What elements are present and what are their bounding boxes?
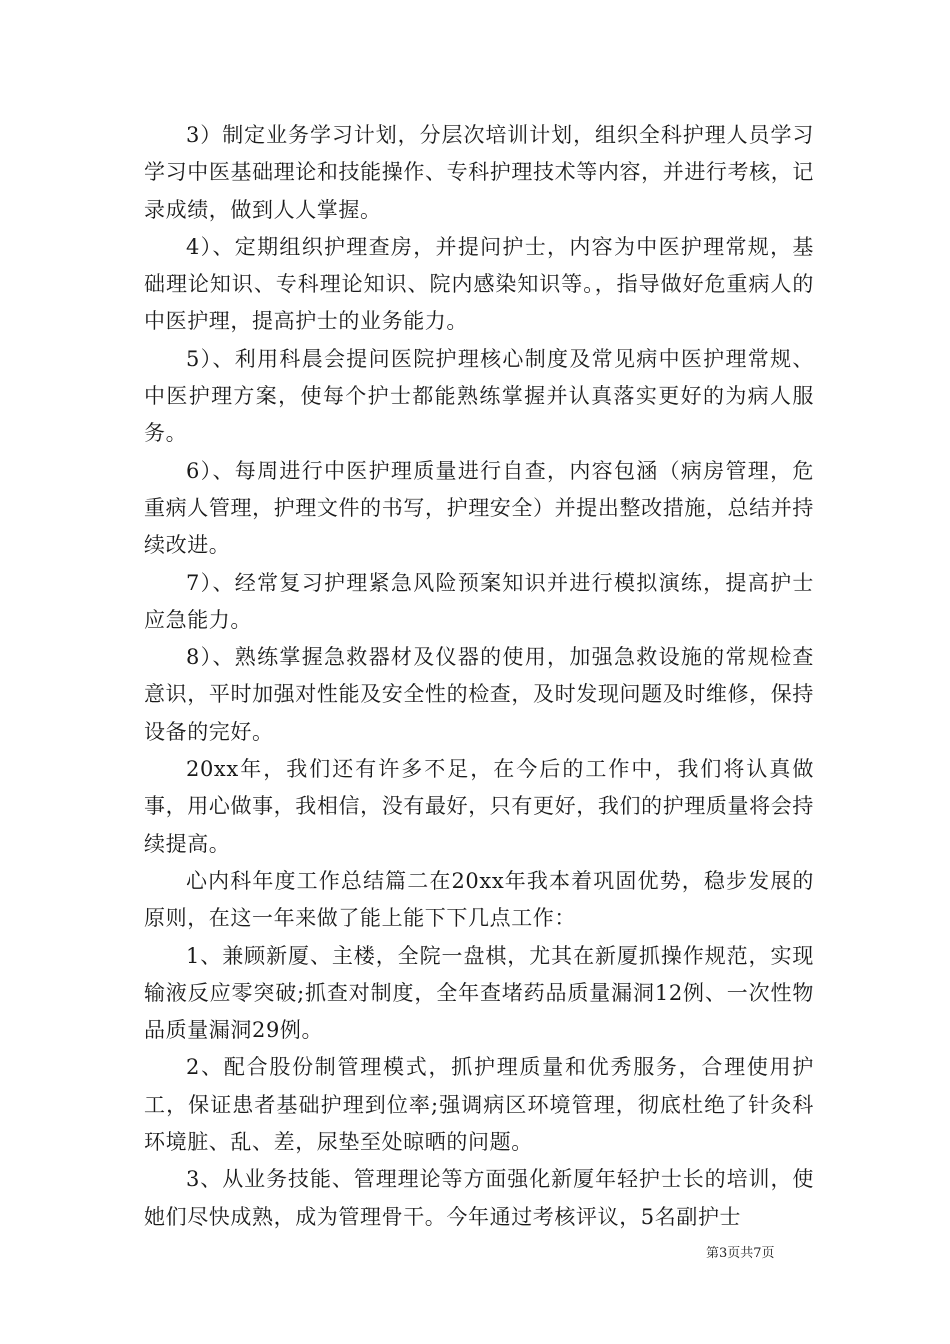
paragraph-item-4: 4）、定期组织护理查房，并提问护士，内容为中医护理常规，基础理论知识、专科理论知识、院内感染知识等。，指导做好危重病人的中医护理，提高护士的业务能力。 [144, 234, 814, 334]
paragraph-point-1: 1、兼顾新厦、主楼，全院一盘棋，尤其在新厦抓操作规范，实现输液反应零突破;抓查对制度，全年查堵药品质量漏洞12例、一次性物品质量漏洞29例。 [144, 943, 814, 1043]
paragraph-point-2: 2、配合股份制管理模式，抓护理质量和优秀服务，合理使用护工，保证患者基础护理到位率;强调病区环境管理，彻底杜绝了针灸科环境脏、乱、差，尿垫至处晾晒的问题。 [144, 1055, 814, 1155]
paragraph-point-3: 3、从业务技能、管理理论等方面强化新厦年轻护士长的培训，使她们尽快成熟，成为管理骨干。今年通过考核评议，5名副护士 [144, 1167, 814, 1229]
paragraph-item-5: 5）、利用科晨会提问医院护理核心制度及常见病中医护理常规、中医护理方案，使每个护士都能熟练掌握并认真落实更好的为病人服务。 [144, 346, 814, 446]
paragraph-item-3: 3）制定业务学习计划，分层次培训计划，组织全科护理人员学习学习中医基础理论和技能操作、专科护理技术等内容，并进行考核，记录成绩，做到人人掌握。 [144, 123, 814, 222]
page-number: 第3页共7页 [706, 1246, 775, 1261]
paragraph-item-7: 7）、经常复习护理紧急风险预案知识并进行模拟演练，提高护士应急能力。 [144, 570, 814, 632]
paragraph-item-6: 6）、每周进行中医护理质量进行自查，内容包涵（病房管理，危重病人管理，护理文件的书写，护理安全）并提出整改措施，总结并持续改进。 [144, 458, 814, 558]
document-body [144, 117, 814, 1236]
paragraph-conclusion: 20xx年，我们还有许多不足，在今后的工作中，我们将认真做事，用心做事，我相信，没有最好，只有更好，我们的护理质量将会持续提高。 [144, 757, 814, 856]
paragraph-section-two-intro: 心内科年度工作总结篇二在20xx年我本着巩固优势，稳步发展的原则，在这一年来做了能上能下下几点工作： [144, 868, 814, 931]
paragraph-item-8: 8）、熟练掌握急救器材及仪器的使用，加强急救设施的常规检查意识，平时加强对性能及安全性的检查，及时发现问题及时维修，保持设备的完好。 [144, 645, 814, 744]
